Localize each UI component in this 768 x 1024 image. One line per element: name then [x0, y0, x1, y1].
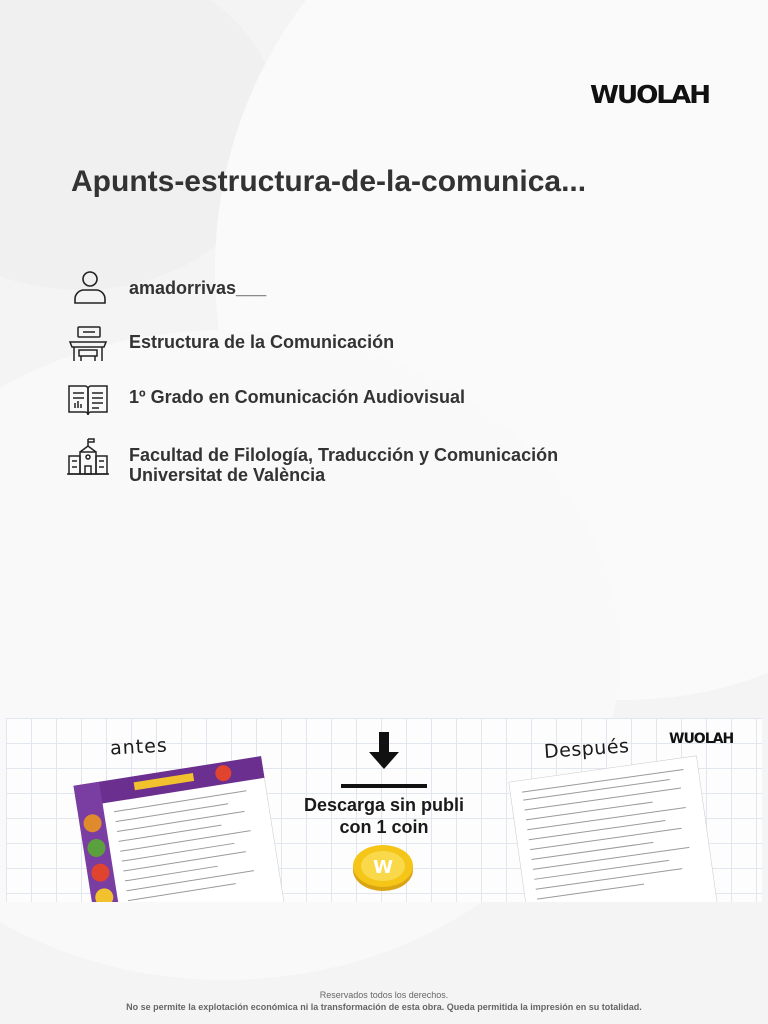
download-without-ads-cta[interactable] [276, 794, 492, 838]
faculty-info[interactable] [129, 445, 558, 485]
coin-letter: W [373, 857, 393, 878]
faculty-name: Facultad de Filología, Traducción y Comunicación [129, 445, 559, 465]
faculty-row [66, 438, 558, 485]
degree-row [66, 380, 465, 420]
download-banner[interactable] [6, 718, 762, 902]
document-with-ads-image [73, 756, 284, 902]
document-title: Apunts-estructura-de-la-comunica... [71, 165, 587, 198]
author-row [66, 268, 266, 308]
university-name: Universitat de València [129, 465, 326, 485]
banner-wuolah-logo: WUOLAH [669, 731, 734, 747]
after-label: Después [543, 735, 631, 763]
school-desk-icon [66, 324, 110, 364]
subject-row [66, 324, 394, 364]
footer-line-1: Reservados todos los derechos. [319, 990, 449, 1000]
before-label: antes [109, 734, 169, 760]
open-book-icon [66, 380, 110, 420]
cta-line-1: Descarga sin publi [303, 795, 465, 815]
user-icon [66, 268, 110, 308]
subject-name[interactable]: Estructura de la Comunicación [129, 332, 395, 352]
degree-name[interactable]: 1º Grado en Comunicación Audiovisual [129, 387, 465, 407]
download-arrow-icon [339, 730, 429, 790]
wuolah-logo[interactable]: WUOLAH [590, 80, 710, 109]
coin-icon [351, 840, 415, 894]
author-name[interactable]: amadorrivas___ [129, 278, 267, 298]
cta-line-2: con 1 coin [339, 817, 429, 837]
clean-document-image [508, 756, 717, 902]
university-building-icon [66, 438, 110, 478]
footer-line-2: No se permite la explotación económica ni la transformación de esta obra. Queda permitida la impresión en su totalidad. [126, 1002, 642, 1012]
copyright-footer [0, 989, 768, 1013]
